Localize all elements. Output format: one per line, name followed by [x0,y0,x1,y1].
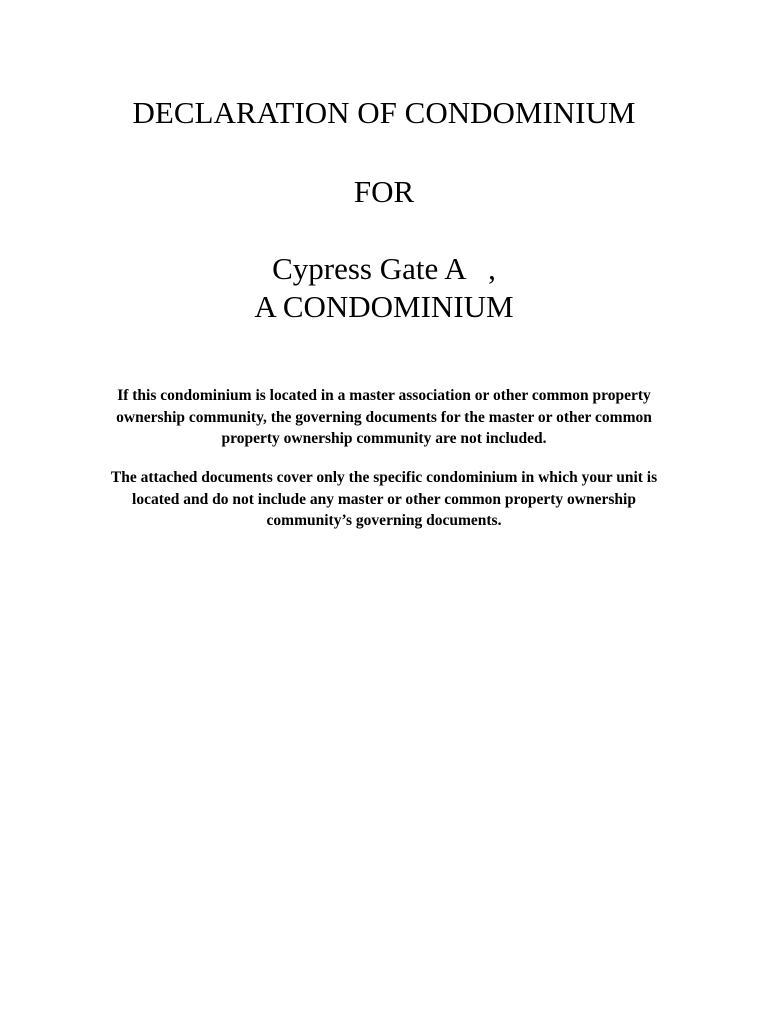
for-line: FOR [353,174,415,209]
attached-documents-notice: The attached documents cover only the specific condominium in which your unit is located and do not include any master or other common property ownership community’s governing documents. [110,469,658,529]
condominium-name: Cypress Gate A , [272,251,496,286]
master-association-notice: If this condominium is located in a master association or other common property ownership community, the governing documents for the master or other common property ownership community are not included. [116,387,652,447]
document-heading: DECLARATION OF CONDOMINIUM [132,95,636,130]
condominium-type: A CONDOMINIUM [254,289,514,324]
